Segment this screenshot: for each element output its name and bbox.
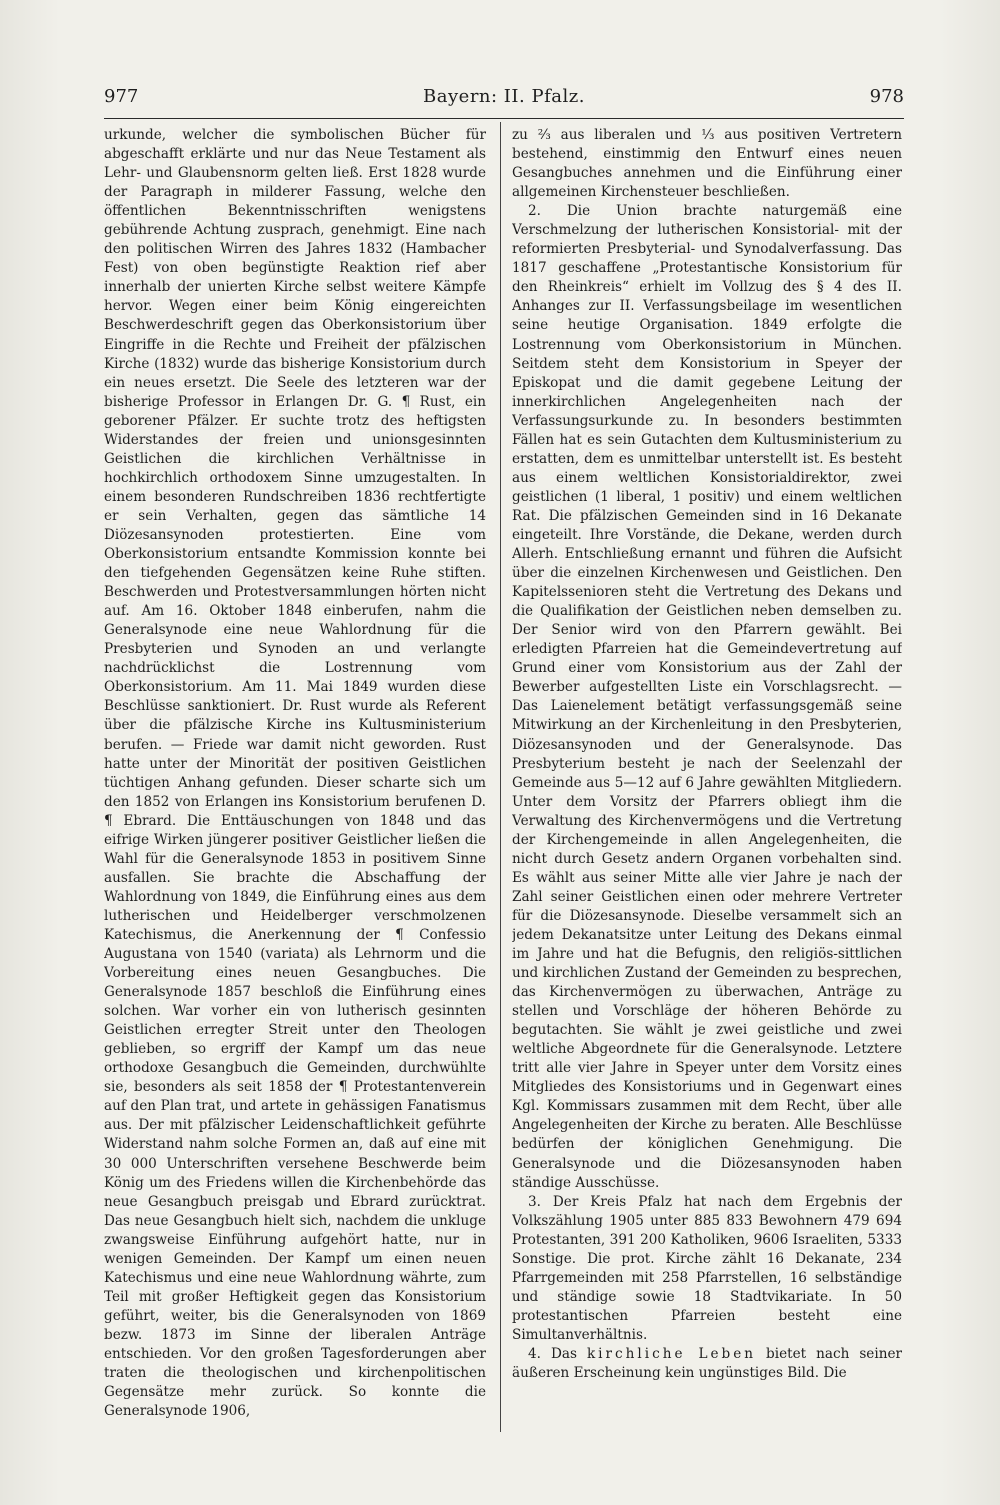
paragraph-text: bietet nach seiner äußeren Erscheinung kein ungünstiges Bild. Die — [512, 1346, 902, 1382]
right-column — [512, 126, 902, 1436]
page-header — [104, 86, 904, 112]
paragraph: urkunde, welcher die symbolischen Bücher für abgeschafft erklärte und nur das Neue Testament als Lehr- und Glaubensnorm gelten ließ. Erst 1828 wurde der Paragraph in milderer Fassung, welche den öffentlichen Bekenntnisschriften wenigstens gebührende Achtung zusprach, genehmigt. Eine nach den politischen Wirren des Jahres 1832 (Hambacher Fest) von oben begünstigte Reaktion rief aber innerhalb der unierten Kirche selbst weitere Kämpfe hervor. Wegen einer beim König eingereichten Beschwerdeschrift gegen das Oberkonsistorium über Eingriffe in die Rechte und Freiheit der pfälzischen Kirche (1832) wurde das bisherige Konsistorium durch ein neues ersetzt. Die Seele des letzteren war der bisherige Professor in Erlangen Dr. G. ¶ Rust, ein geborener Pfälzer. Er suchte trotz des heftigsten Widerstandes der freien und unionsgesinnten Geistlichen die kirchlichen Verhältnisse in hochkirchlich orthodoxem Sinne umzugestalten. In einem besonderen Rundschreiben 1836 rechtfertigte er sein Verhalten, gegen das sämtliche 14 Diözesansynoden protestierten. Eine vom Oberkonsistorium entsandte Kommission konnte bei den tiefgehenden Gegensätzen keine Ruhe stiften. Beschwerden und Protestversammlungen hörten nicht auf. Am 16. Oktober 1848 einberufen, nahm die Generalsynode eine neue Wahlordnung für die Presbyterien und Synoden an und verlangte nachdrücklichst die Lostrennung vom Oberkonsistorium. Am 11. Mai 1849 wurden diese Beschlüsse sanktioniert. Dr. Rust wurde als Referent über die pfälzische Kirche ins Kultusministerium berufen. — Friede war damit nicht geworden. Rust hatte unter der Minorität der positiven Geistlichen tüchtigen Anhang gefunden. Dieser scharte sich um den 1852 von Erlangen ins Konsistorium berufenen D. ¶ Ebrard. Die Enttäuschungen von 1848 und das eifrige Wirken jüngerer positiver Geistlicher ließen die Wahl für die Generalsynode 1853 in positivem Sinne ausfallen. Sie brachte die Abschaffung der Wahlordnung von 1849, die Einführung eines aus dem lutherischen und Heidelberger verschmolzenen Katechismus, die Anerkennung der ¶ Confessio Augustana von 1540 (variata) als Lehrnorm und die Vorbereitung eines neuen Gesangbuches. Die Generalsynode 1857 beschloß die Einführung eines solchen. War vorher ein von lutherisch gesinnten Geistlichen erregter Streit unter den Theologen geblieben, so ergriff der Kampf um das neue orthodoxe Gesangbuch die Gemeinden, durchwühlte sie, besonders als seit 1858 der ¶ Protestantenverein auf den Plan trat, und artete in gehässigen Fanatismus aus. Der mit pfälzischer Leidenschaftlichkeit geführte Widerstand nahm solche Formen an, daß auf eine mit 30 000 Unterschriften versehene Beschwerde beim König um des Friedens willen die Kirchenbehörde das neue Gesangbuch preisgab und Ebrard zurücktrat. Das neue Gesangbuch hielt sich, nachdem die unkluge zwangsweise Einführung aufgehört hatte, nur in wenigen Gemeinden. Der Kampf um einen neuen Katechismus und eine neue Wahlordnung währte, zum Teil mit großer Heftigkeit gegen das Konsistorium geführt, weiter, bis die Generalsynoden von 1869 bezw. 1873 im Sinne der liberalen Anträge entschieden. Vor den großen Tagesforderungen aber traten die theologischen und kirchenpolitischen Gegensätze mehr zurück. So konnte die Generalsynode 1906, — [104, 127, 486, 1420]
running-title: Bayern: II. Pfalz. — [423, 86, 585, 107]
paragraph-prefix: 4. Das — [528, 1346, 587, 1362]
paragraph: 2. Die Union brachte naturgemäß eine Verschmelzung der lutherischen Konsistorial- mit der reformierten Presbyterial- und Synodalverfassung. Das 1817 geschaffene „Protestantische Konsistorium für den Rheinkreis“ erhielt im Vollzug des § 4 des II. Anhanges zur II. Verfassungsbeilage im wesentlichen seine heutige Organisation. 1849 erfolgte die Lostrennung vom Oberkonsistorium in München. Seitdem steht dem Konsistorium in Speyer der Episkopat und die damit gegebene Leitung der innerkirchlichen Angelegenheiten nach der Verfassungsurkunde zu. In besonders bestimmten Fällen hat es sein Gutachten dem Kultusministerium zu erstatten, dem es unmittelbar unterstellt ist. Es besteht aus einem weltlichen Konsistorialdirektor, zwei geistlichen (1 liberal, 1 positiv) und einem weltlichen Rat. Die pfälzischen Gemeinden sind in 16 Dekanate eingeteilt. Ihre Vorstände, die Dekane, werden durch Allerh. Entschließung ernannt und führen die Aufsicht über die einzelnen Kirchenwesen und Geistlichen. Den Kapitelssenioren steht die Vertretung des Dekans und die Qualifikation der Geistlichen neben demselben zu. Der Senior wird von den Pfarrern gewählt. Bei erledigten Pfarreien hat die Gemeindevertretung auf Grund einer vom Konsistorium aus der Zahl der Bewerber aufgestellten Liste ein Vorschlagsrecht. — Das Laienelement betätigt verfassungsgemäß seine Mitwirkung an der Kirchenleitung in den Presbyterien, Diözesansynoden und der Generalsynode. Das Presbyterium besteht je nach der Seelenzahl der Gemeinde aus 5—12 auf 6 Jahre gewählten Mitgliedern. Unter dem Vorsitz der Pfarrers obliegt ihm die Verwaltung des Kirchenvermögens und die Vertretung der Kirchengemeinde in allen Angelegenheiten, die nicht durch Gesetz andern Organen vorbehalten sind. Es wählt aus seiner Mitte alle vier Jahre je nach der Zahl seiner Geistlichen einen oder mehrere Vertreter für die Diözesansynode. Dieselbe versammelt sich an jedem Dekanatsitze unter Leitung des Dekans einmal im Jahre und hat die Befugnis, den religiös-sittlichen und kirchlichen Zustand der Gemeinden zu besprechen, das Kirchenvermögen zu überwachen, Anträge zu stellen und Vorschläge der höheren Behörde zu begutachten. Sie wählt je zwei geistliche und zwei weltliche Abgeordnete für die Generalsynode. Letztere tritt alle vier Jahre in Speyer unter dem Vorsitz eines Mitgliedes des Konsistoriums und in Gegenwart eines Kgl. Kommissars zusammen mit dem Recht, über alle Angelegenheiten der Kirche zu beraten. Alle Beschlüsse bedürfen der königlichen Genehmigung. Die Generalsynode und die Diözesansynoden haben ständige Ausschüsse. — [512, 203, 902, 1191]
page-number-right: 978 — [869, 86, 904, 107]
emphasized-term: kirchliche Leben — [586, 1346, 757, 1362]
paragraph: 3. Der Kreis Pfalz hat nach dem Ergebnis der Volkszählung 1905 unter 885 833 Bewohnern 479 694 Protestanten, 391 200 Katholiken, 9606 Israeliten, 5333 Sonstige. Die prot. Kirche zählt 16 Dekanate, 234 Pfarrgemeinden mit 258 Pfarrstellen, 16 selbständige und ständige sowie 18 Stadtvikariate. In 50 protestantischen Pfarreien besteht eine Simultanverhältnis. — [512, 1193, 902, 1343]
header-rule — [104, 118, 904, 119]
left-column — [104, 126, 486, 1436]
page-number-left: 977 — [104, 86, 139, 107]
paragraph — [512, 1345, 902, 1383]
paragraph: zu ²⁄₃ aus liberalen und ¹⁄₃ aus positiven Vertretern bestehend, einstimmig den Entwurf eines neuen Gesangbuches annehmen und die Einführung einer allgemeinen Kirchensteuer beschließen. — [512, 127, 902, 201]
column-divider — [500, 122, 501, 1432]
